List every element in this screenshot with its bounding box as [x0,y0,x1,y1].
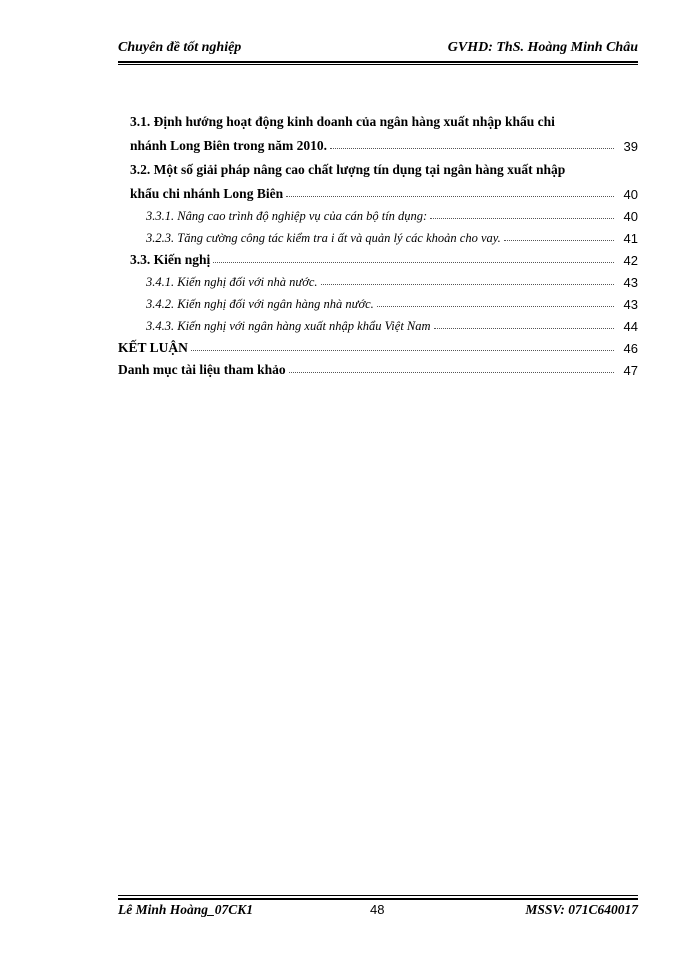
footer-author: Lê Minh Hoàng_07CK1 [118,902,254,917]
toc-page-number: 40 [623,209,638,224]
toc-entry-text: 3.3.1. Nâng cao trình độ nghiệp vụ của cán bộ tín dụng: [146,209,428,223]
toc-page-number: 44 [623,319,638,334]
toc-entry-3-3 [130,246,638,268]
leader-dots [213,262,614,263]
leader-dots [191,350,614,351]
toc-page-number: 43 [623,297,638,312]
toc-page-number: 39 [623,139,638,154]
toc-page-number: 47 [623,363,638,378]
leader-dots [330,148,614,149]
toc-entry-text: 3.4.2. Kiến nghị đối với ngân hàng nhà nước. [146,297,374,311]
page-footer [118,902,638,922]
leader-dots [289,372,614,373]
toc-entry-text: nhánh Long Biên trong năm 2010. [130,138,328,153]
toc-entry-3-2-line1 [130,156,638,178]
footer-student-id: MSSV: 071C640017 [525,902,638,917]
toc-entry-3-3-1 [146,202,638,224]
toc-page-number: 43 [623,275,638,290]
header-rule-thin [118,64,638,65]
toc-entry-3-1 [130,132,638,154]
toc-entry-3-1-line1 [130,108,638,130]
leader-dots [321,284,614,285]
page-header [118,38,638,60]
toc-page-number: 42 [623,253,638,268]
toc-page-number: 41 [623,231,638,246]
toc-entry-3-4-1 [146,268,638,290]
toc-entry-text: Danh mục tài liệu tham khảo [118,362,286,377]
toc-entry-text: 3.3. Kiến nghị [130,252,211,267]
toc-entry-3-4-3 [146,312,638,334]
footer-rule-thin [118,895,638,896]
toc-page-number: 46 [623,341,638,356]
footer-rule [118,898,638,900]
toc-entry-3-2-3 [146,224,638,246]
header-right-text: GVHD: ThS. Hoàng Minh Châu [447,40,638,55]
leader-dots [286,196,614,197]
header-rule [118,61,638,63]
toc-entry-text: 3.1. Định hướng hoạt động kinh doanh của ngân hàng xuất nhập khẩu chi [130,114,555,129]
toc-entry-references [118,356,638,378]
footer-page-number: 48 [370,902,385,917]
leader-dots [434,328,614,329]
toc-entry-text: 3.2.3. Tăng cường công tác kiểm tra i ất và quản lý các khoản cho vay. [146,231,501,245]
toc-entry-text: khẩu chi nhánh Long Biên [130,186,284,201]
toc-page-number: 40 [623,187,638,202]
toc-entry-3-2 [130,180,638,202]
toc-entry-text: 3.4.1. Kiến nghị đối với nhà nước. [146,275,318,289]
toc-entry-text: 3.2. Một số giải pháp nâng cao chất lượng tín dụng tại ngân hàng xuất nhập [130,162,566,177]
header-left-text: Chuyên đề tốt nghiệp [118,40,242,55]
leader-dots [504,240,614,241]
toc-entry-ket-luan [118,334,638,356]
toc-entry-text: KẾT LUẬN [118,340,188,355]
leader-dots [430,218,614,219]
leader-dots [377,306,614,307]
toc-entry-text: 3.4.3. Kiến nghị với ngân hàng xuất nhập khẩu Việt Nam [146,319,431,333]
toc-entry-3-4-2 [146,290,638,312]
